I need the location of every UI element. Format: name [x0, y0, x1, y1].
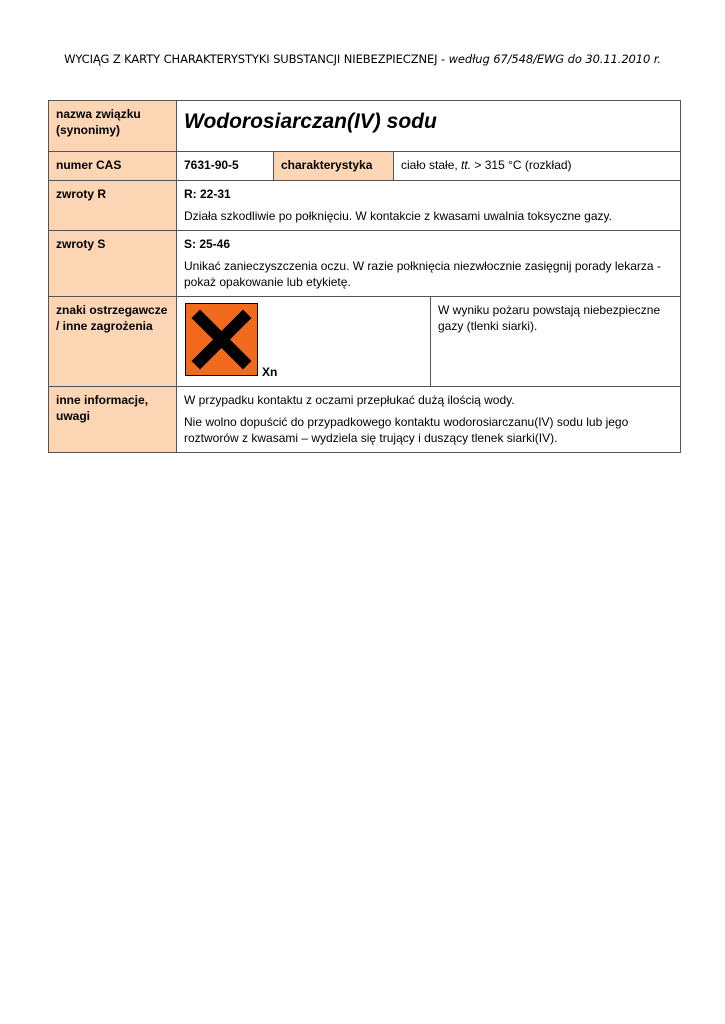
- r-phrases-code: R: 22-31: [184, 187, 231, 201]
- row-compound-name: [49, 101, 681, 152]
- cas-number: 7631-90-5: [177, 152, 274, 181]
- header-main: WYCIĄG Z KARTY CHARAKTERYSTYKI SUBSTANCJI NIEBEZPIECZNEJ -: [64, 52, 449, 66]
- label-line: nazwa związku: [56, 107, 141, 121]
- label-line: / inne zagrożenia: [56, 319, 153, 333]
- characteristics-value: [394, 152, 681, 181]
- label-cas: numer CAS: [49, 152, 177, 181]
- label-line: uwagi: [56, 409, 91, 423]
- other-info-text: Nie wolno dopuścić do przypadkowego kontaktu wodorosiarczanu(IV) sodu lub jego roztworów z kwasami – wydziela się trujący i duszący tlenek siarki(IV).: [184, 415, 629, 445]
- row-r-phrases: [49, 181, 681, 231]
- safety-data-table: [48, 100, 681, 453]
- s-phrases-text: Unikać zanieczyszczenia oczu. W razie połknięcia niezwłocznie zasięgnij porady lekarza - pokaż opakowanie lub etykietę.: [184, 259, 661, 289]
- hazard-note: W wyniku pożaru powstają niebezpieczne gazy (tlenki siarki).: [431, 297, 681, 387]
- label-compound-name: [49, 101, 177, 152]
- label-hazard: [49, 297, 177, 387]
- other-info-text: W przypadku kontaktu z oczami przepłukać dużą ilością wody.: [184, 393, 515, 407]
- harmful-cross-icon: [185, 303, 258, 376]
- r-phrases-cell: [177, 181, 681, 231]
- row-s-phrases: [49, 231, 681, 297]
- row-hazard: [49, 297, 681, 387]
- hazard-symbol: [184, 302, 423, 378]
- row-cas: [49, 152, 681, 181]
- header-regulation: według 67/548/EWG do 30.11.2010 r.: [448, 52, 661, 66]
- document-header: [0, 52, 725, 66]
- label-other-info: [49, 387, 177, 453]
- label-r-phrases: zwroty R: [49, 181, 177, 231]
- row-other-info: [49, 387, 681, 453]
- label-characteristics: charakterystyka: [274, 152, 394, 181]
- characteristics-text: ciało stałe,: [401, 158, 462, 172]
- other-info-cell: [177, 387, 681, 453]
- label-line: inne informacje,: [56, 393, 149, 407]
- compound-name: Wodorosiarczan(IV) sodu: [184, 110, 437, 133]
- s-phrases-code: S: 25-46: [184, 237, 231, 251]
- characteristics-text: > 315 °C (rozkład): [471, 158, 572, 172]
- r-phrases-text: Działa szkodliwie po połknięciu. W kontakcie z kwasami uwalnia toksyczne gazy.: [184, 209, 612, 223]
- label-line: (synonimy): [56, 123, 121, 137]
- hazard-symbol-cell: [177, 297, 431, 387]
- s-phrases-cell: [177, 231, 681, 297]
- label-s-phrases: zwroty S: [49, 231, 177, 297]
- label-line: znaki ostrzegawcze: [56, 303, 168, 317]
- hazard-symbol-code: Xn: [262, 365, 278, 379]
- compound-name-cell: [177, 101, 681, 152]
- characteristics-abbrev: tt.: [461, 158, 472, 172]
